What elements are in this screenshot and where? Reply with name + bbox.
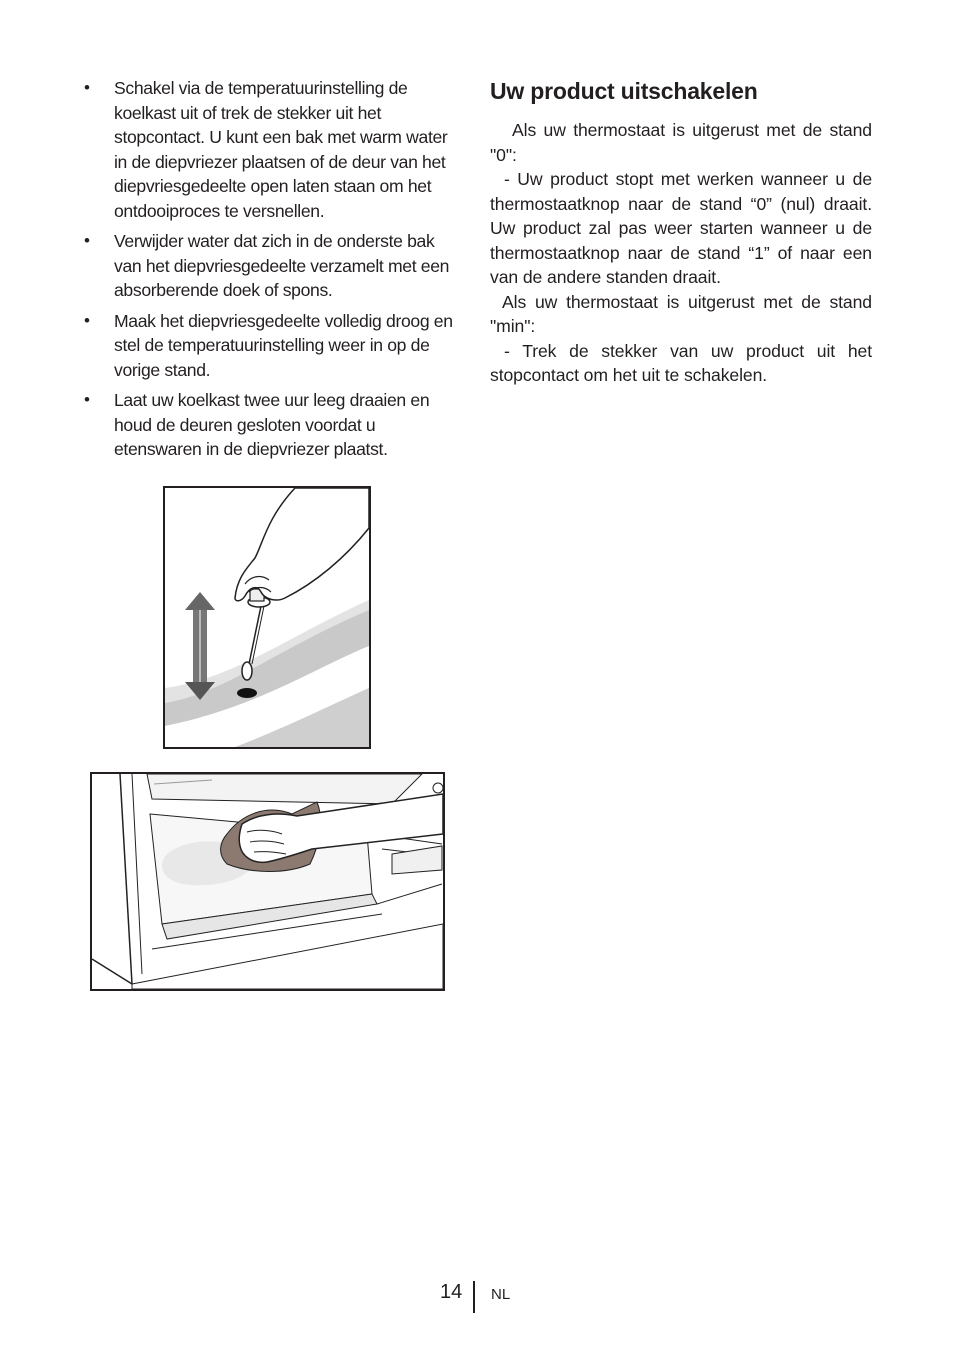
list-item-text: Verwijder water dat zich in de onderste bak van het diepvriesgedeelte verzamelt met een absorberende doek of spons. [114, 231, 450, 300]
left-column [84, 76, 462, 468]
list-item-text: Maak het diepvriesgedeelte volledig droog en stel de temperatuurinstelling weer in op de vorige stand. [114, 310, 453, 380]
footer-divider [473, 1281, 475, 1313]
list-item [84, 229, 462, 303]
list-item [84, 388, 462, 462]
page-number: 14 [440, 1281, 463, 1303]
drain-plug-figure [163, 486, 371, 749]
bullet-icon: • [84, 310, 90, 330]
defrost-steps-list [84, 76, 462, 462]
list-item-text: Schakel via de temperatuurinstelling de koelkast uit of trek de stekker uit het stopcontact. U kunt een bak met warm water in de diepvriezer plaatsen of de deur van het diepvriesgedeelte open laten staan om het ontdooiproces te versnellen. [114, 78, 448, 221]
bullet-icon: • [84, 231, 90, 250]
wipe-freezer-figure [90, 772, 445, 991]
list-item-text: Laat uw koelkast twee uur leeg draaien en houd de deuren gesloten voordat u etenswaren in de diepvriezer plaatst. [114, 390, 430, 459]
hand-wiping-freezer-icon [92, 774, 443, 989]
right-column [490, 76, 872, 388]
bullet-icon: • [84, 78, 90, 97]
list-item [84, 76, 462, 223]
language-code: NL [491, 1286, 511, 1303]
list-item [84, 309, 462, 383]
paragraph-thermostat-min: Als uw thermostaat is uitgerust met de stand "min": [490, 291, 872, 336]
section-title: Uw product uitschakelen [490, 78, 758, 104]
paragraph-min-instructions: - Trek de stekker van uw product uit het stopcontact om het uit te schakelen. [490, 340, 872, 385]
paragraph-zero-instructions: - Uw product stopt met werken wanneer u de thermostaatknop naar de stand “0” (nul) draait. Uw product zal pas weer starten wanneer u de thermostaatknop naar de stand “1” of naar een van de andere standen draait. [490, 169, 872, 287]
paragraph-thermostat-zero: Als uw thermostaat is uitgerust met de stand "0": [490, 120, 872, 165]
hand-inserting-drain-plug-icon [165, 488, 369, 747]
bullet-icon: • [84, 390, 90, 409]
